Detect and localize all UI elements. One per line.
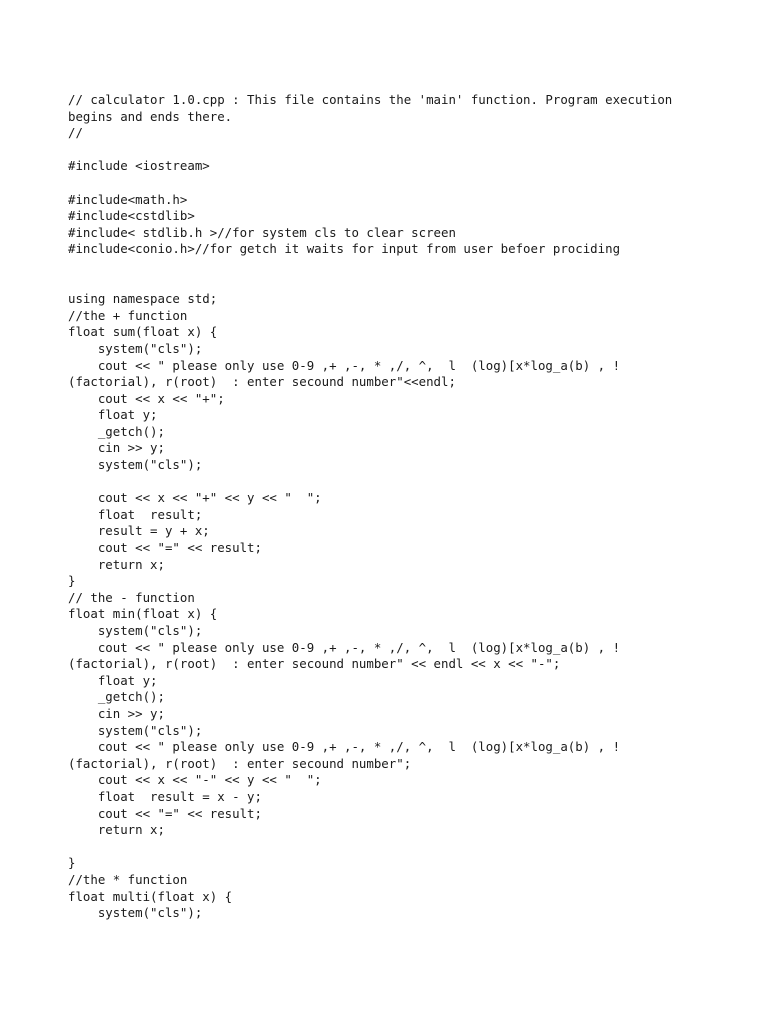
code-line	[68, 258, 708, 275]
code-line: return x;	[68, 556, 165, 572]
code-line: system("cls");	[68, 340, 203, 356]
code-line: (factorial), r(root) : enter secound number" << endl << x << "-";	[68, 656, 561, 672]
code-listing	[68, 92, 708, 922]
code-line: cin >> y;	[68, 440, 165, 456]
code-line: (factorial), r(root) : enter secound number";	[68, 755, 412, 771]
code-line: float y;	[68, 407, 158, 423]
code-line: system("cls");	[68, 722, 203, 738]
code-line: //	[68, 125, 83, 141]
code-line: cout << " please only use 0-9 ,+ ,-, * ,/, ^, l (log)[x*log_a(b) , !	[68, 639, 621, 655]
code-line: _getch();	[68, 423, 165, 439]
code-line: }	[68, 855, 76, 871]
code-line	[68, 839, 708, 856]
code-line	[68, 275, 708, 292]
code-line: system("cls");	[68, 457, 203, 473]
code-line: float min(float x) {	[68, 606, 218, 622]
code-line: #include <iostream>	[68, 158, 210, 174]
code-line	[68, 474, 708, 491]
code-line: result = y + x;	[68, 523, 210, 539]
code-line: //the + function	[68, 307, 188, 323]
code-line	[68, 142, 708, 159]
code-line: float sum(float x) {	[68, 324, 218, 340]
code-line: cout << "=" << result;	[68, 540, 262, 556]
code-line: //the * function	[68, 871, 188, 887]
code-line: cout << "=" << result;	[68, 805, 262, 821]
code-line	[68, 175, 708, 192]
code-line: system("cls");	[68, 623, 203, 638]
code-line: // calculator 1.0.cpp : This file contains the 'main' function. Program execution	[68, 92, 673, 107]
code-line: cout << " please only use 0-9 ,+ ,-, * ,/, ^, l (log)[x*log_a(b) , !	[68, 739, 621, 755]
code-line: cin >> y;	[68, 705, 165, 721]
code-line: (factorial), r(root) : enter secound number"<<endl;	[68, 374, 456, 390]
code-line: cout << x << "+" << y << " ";	[68, 490, 322, 506]
code-line: }	[68, 573, 76, 589]
code-line: float result = x - y;	[68, 788, 262, 804]
code-line: #include<conio.h>//for getch it waits for input from user befoer prociding	[68, 241, 621, 257]
code-line: return x;	[68, 822, 165, 838]
code-line: float y;	[68, 672, 158, 688]
code-line: // the - function	[68, 589, 195, 605]
code-line: #include<cstdlib>	[68, 208, 195, 224]
code-line: #include< stdlib.h >//for system cls to clear screen	[68, 224, 456, 240]
code-line: cout << x << "+";	[68, 390, 225, 406]
code-line: float result;	[68, 506, 203, 522]
code-line: cout << x << "-" << y << " ";	[68, 772, 322, 788]
code-line: float multi(float x) {	[68, 888, 233, 904]
code-line: #include<math.h>	[68, 191, 188, 207]
code-line: cout << " please only use 0-9 ,+ ,-, * ,/, ^, l (log)[x*log_a(b) , !	[68, 357, 621, 373]
code-line: system("cls");	[68, 905, 203, 921]
code-line: begins and ends there.	[68, 108, 233, 124]
code-line: _getch();	[68, 689, 165, 705]
code-line: using namespace std;	[68, 291, 218, 307]
